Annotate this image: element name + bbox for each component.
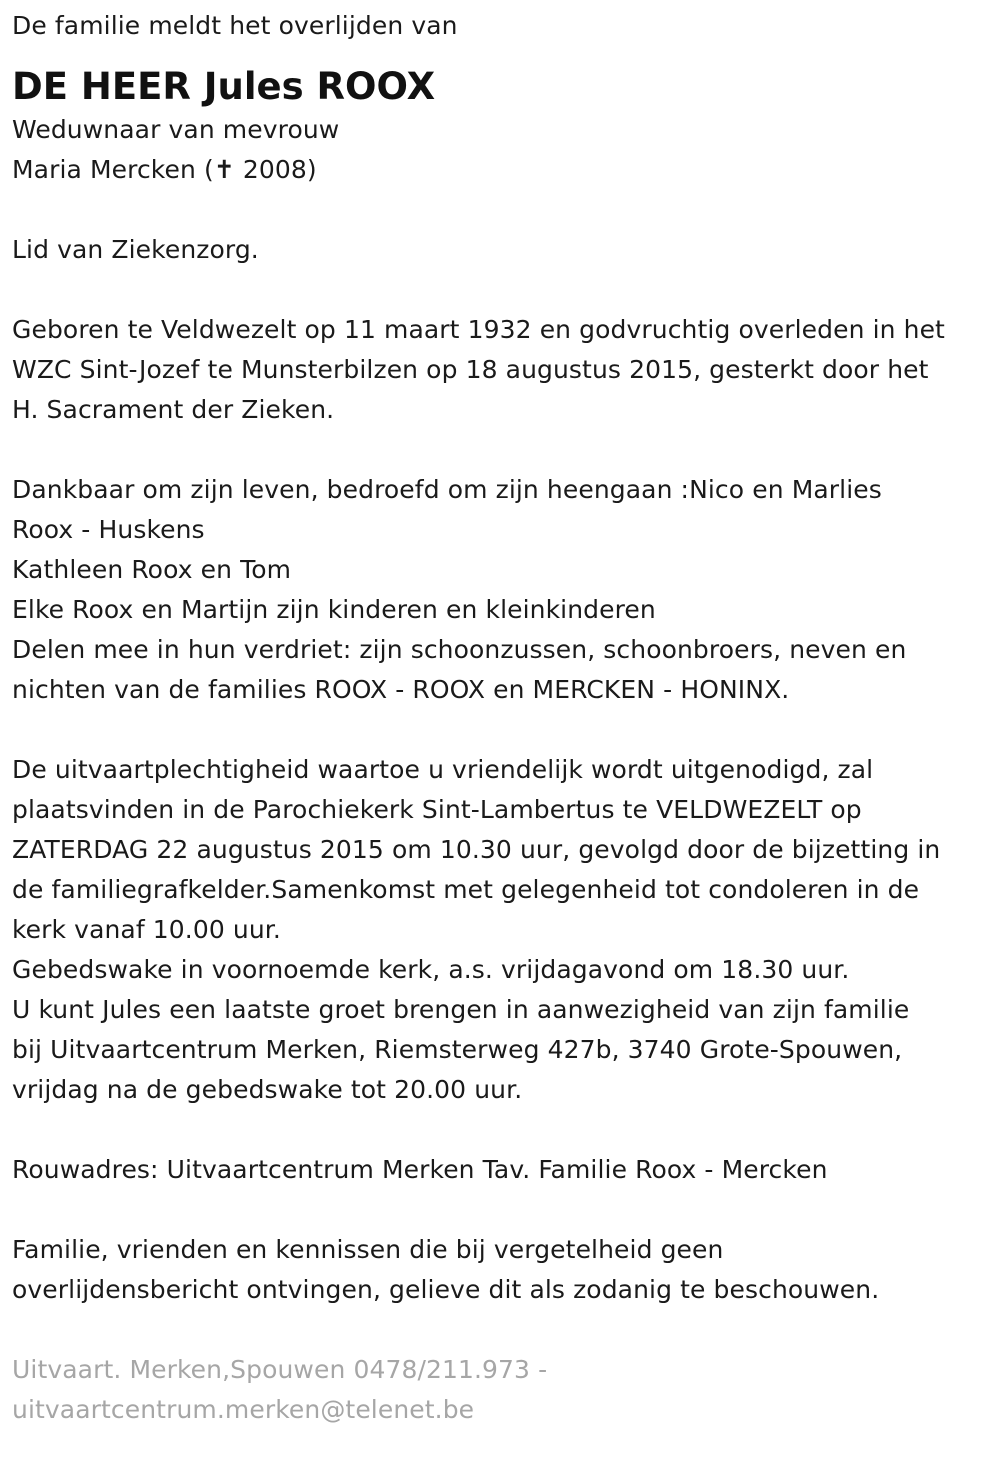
family-block	[12, 470, 988, 710]
paragraph-line: Roox - Huskens	[12, 515, 205, 544]
paragraph-line: Gebedswake in voornoemde kerk, a.s. vrijdagavond om 18.30 uur.	[12, 955, 850, 984]
paragraph-line: U kunt Jules een laatste groet brengen in aanwezigheid van zijn familie	[12, 995, 910, 1024]
paragraph-line: Dankbaar om zijn leven, bedroefd om zijn heengaan :Nico en Marlies	[12, 475, 882, 504]
paragraph-line: plaatsvinden in de Parochiekerk Sint-Lambertus te VELDWEZELT op	[12, 795, 862, 824]
spouse-block	[12, 110, 988, 190]
footer-line: Uitvaart. Merken,Spouwen 0478/211.973 -	[12, 1355, 548, 1384]
spouse-line: Maria Mercken (✝ 2008)	[12, 155, 317, 184]
paragraph-line: vrijdag na de gebedswake tot 20.00 uur.	[12, 1075, 523, 1104]
paragraph-line: WZC Sint-Jozef te Munsterbilzen op 18 augustus 2015, gesterkt door het	[12, 355, 929, 384]
paragraph-line: kerk vanaf 10.00 uur.	[12, 915, 281, 944]
spouse-line: Weduwnaar van mevrouw	[12, 115, 340, 144]
paragraph-line: Elke Roox en Martijn zijn kinderen en kleinkinderen	[12, 595, 656, 624]
membership-text: Lid van Ziekenzorg.	[12, 235, 259, 264]
birth-death-block	[12, 310, 988, 430]
ceremony-block	[12, 750, 988, 1110]
paragraph-line: Geboren te Veldwezelt op 11 maart 1932 en godvruchtig overleden in het	[12, 315, 945, 344]
paragraph-line: Familie, vrienden en kennissen die bij vergetelheid geen	[12, 1235, 724, 1264]
paragraph-line: overlijdensbericht ontvingen, gelieve dit als zodanig te beschouwen.	[12, 1275, 880, 1304]
funeral-home-footer	[12, 1350, 988, 1430]
footer-email[interactable]: uitvaartcentrum.merken@telenet.be	[12, 1395, 475, 1424]
paragraph-line: De uitvaartplechtigheid waartoe u vriendelijk wordt uitgenodigd, zal	[12, 755, 874, 784]
paragraph-line: bij Uitvaartcentrum Merken, Riemsterweg 427b, 3740 Grote-Spouwen,	[12, 1035, 903, 1064]
paragraph-line: Delen mee in hun verdriet: zijn schoonzussen, schoonbroers, neven en	[12, 635, 907, 664]
paragraph-line: ZATERDAG 22 augustus 2015 om 10.30 uur, gevolgd door de bijzetting in	[12, 835, 941, 864]
deceased-name: DE HEER Jules ROOX	[12, 65, 436, 108]
paragraph-line: H. Sacrament der Zieken.	[12, 395, 335, 424]
paragraph-line: nichten van de families ROOX - ROOX en MERCKEN - HONINX.	[12, 675, 790, 704]
paragraph-line: de familiegrafkelder.Samenkomst met gelegenheid tot condoleren in de	[12, 875, 920, 904]
paragraph-line: Kathleen Roox en Tom	[12, 555, 292, 584]
mourning-address: Rouwadres: Uitvaartcentrum Merken Tav. Familie Roox - Mercken	[12, 1155, 828, 1184]
intro-text: De familie meldt het overlijden van	[12, 11, 458, 40]
notice-block	[12, 1230, 988, 1310]
